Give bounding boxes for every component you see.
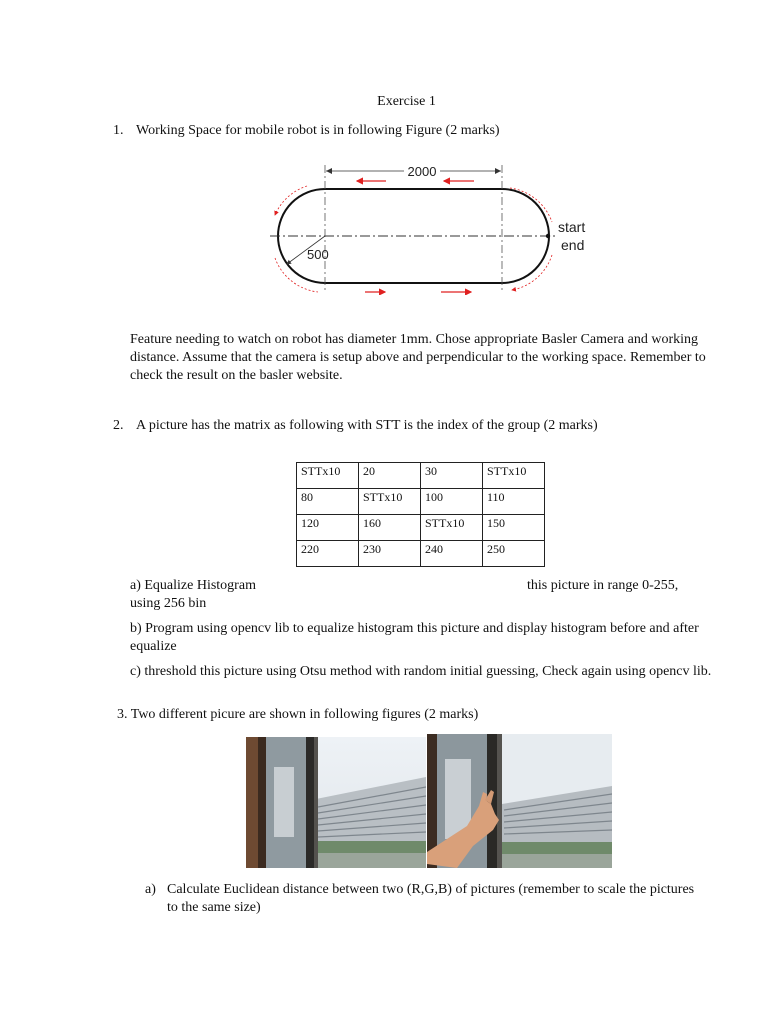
table-row [297,541,545,567]
matrix-cell: 230 [359,541,421,567]
start-label: start [558,219,586,235]
pixel-matrix-table [296,462,545,567]
question-3a-text: Calculate Euclidean distance between two (R,G,B) of pictures (remember to scale the pictures to the same size) [167,882,695,915]
question-3a-label: a) [145,882,156,897]
matrix-cell: 80 [297,489,359,515]
matrix-cell: 110 [483,489,545,515]
question-1-paragraph: Feature needing to watch on robot has diameter 1mm. Chose appropriate Basler Camera and working distance. Assume that the camera is setup above and perpendicular to the working space. Remember to check the result on the basler website. [130,332,706,383]
matrix-cell: STTx10 [483,463,545,489]
question-1-number: 1. [113,123,124,138]
dim-length-label: 2000 [407,164,437,179]
matrix-cell: 120 [297,515,359,541]
question-2-text: A picture has the matrix as following with STT is the index of the group (2 marks) [136,418,598,433]
matrix-cell: 160 [359,515,421,541]
exercise-title: Exercise 1 [377,94,436,109]
question-1-heading [113,123,500,139]
question-2a [130,577,730,613]
matrix-cell: 220 [297,541,359,567]
question-3a [145,881,705,917]
matrix-cell: STTx10 [421,515,483,541]
question-2-number: 2. [113,418,124,433]
matrix-cell: 30 [421,463,483,489]
matrix-cell: 240 [421,541,483,567]
question-2b: b) Program using opencv lib to equalize histogram this picture and display histogram before and after equalize [130,621,699,654]
matrix-cell: 250 [483,541,545,567]
matrix-cell: STTx10 [297,463,359,489]
question-2a-cont: using 256 bin [130,596,207,611]
matrix-cell: 100 [421,489,483,515]
window-photo-1 [246,737,426,868]
table-row [297,489,545,515]
question-3-heading: 3. Two different picure are shown in following figures (2 marks) [117,707,479,722]
matrix-cell: 20 [359,463,421,489]
matrix-cell: STTx10 [359,489,421,515]
question-2a-left: a) Equalize Histogram [130,578,256,593]
question-2a-right: this picture in range 0-255, [527,578,679,593]
question-2c: c) threshold this picture using Otsu method with random initial guessing, Check again using opencv lib. [130,664,712,679]
dim-radius-label: 500 [307,247,329,262]
question-1-text: Working Space for mobile robot is in following Figure (2 marks) [136,123,500,138]
table-row [297,515,545,541]
table-row [297,463,545,489]
matrix-cell: 150 [483,515,545,541]
track-figure [265,160,595,295]
end-label: end [561,237,585,253]
question-2-heading [113,418,598,434]
window-photo-2-with-hand [427,734,612,868]
